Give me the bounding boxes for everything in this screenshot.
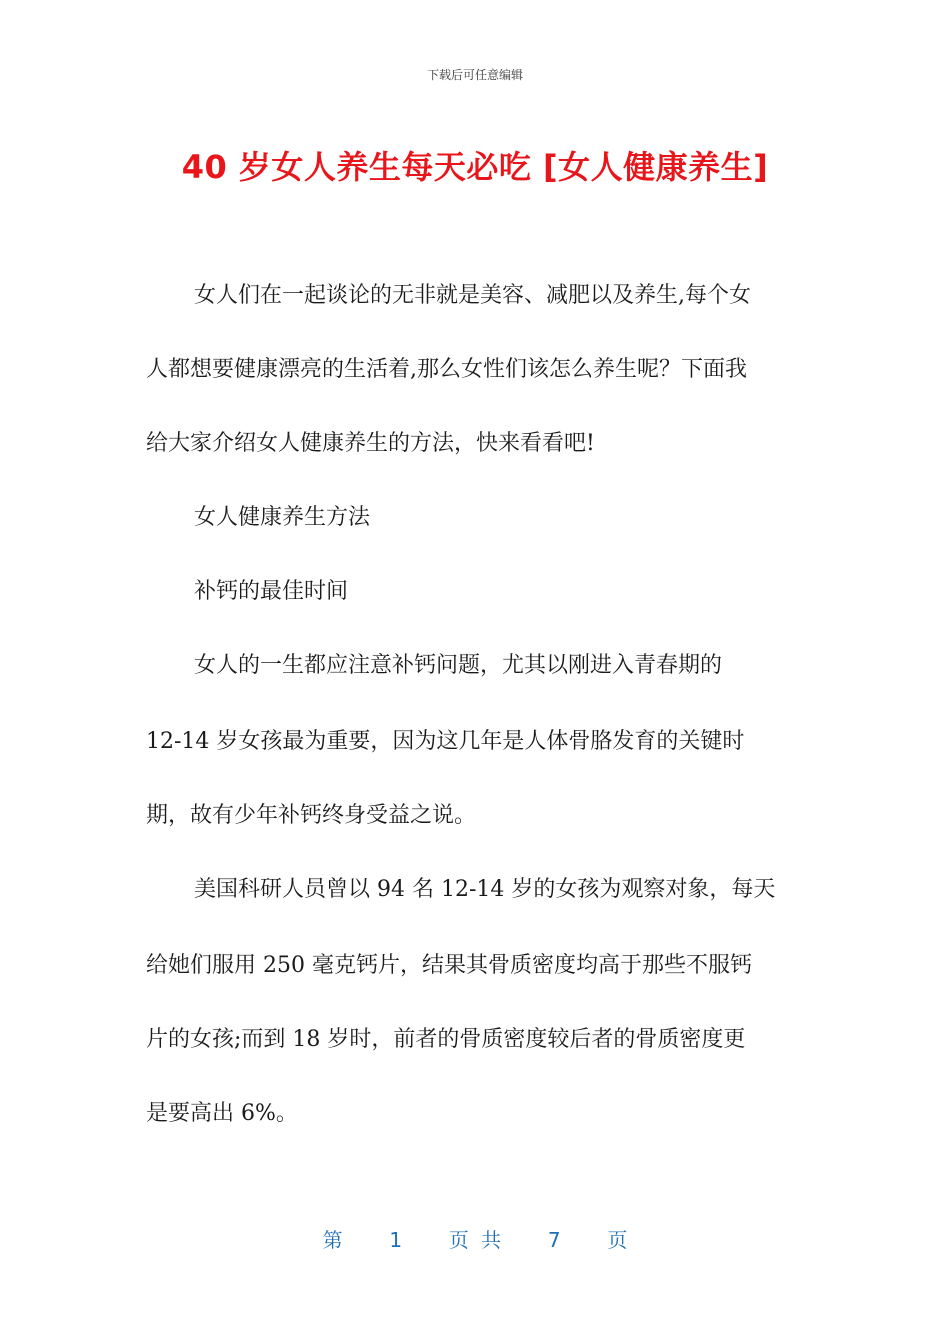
page-footer [0,1224,950,1253]
footer-suffix: 页 [607,1228,628,1252]
footer-total-pages: 7 [547,1228,561,1252]
footer-prefix: 第 [322,1228,343,1252]
paragraph-3-line-4: 是要高出 6%。 [146,1101,298,1126]
footer-page-number: 1 [389,1228,403,1252]
paragraph-2-line-2: 12-14 岁女孩最为重要，因为这几年是人体骨胳发育的关键时 [146,729,745,754]
paragraph-1-line-2: 人都想要健康漂亮的生活着,那么女性们该怎么养生呢？下面我 [146,357,747,382]
paragraph-2-line-1: 女人的一生都应注意补钙问题，尤其以刚进入青春期的 [194,653,723,678]
paragraph-1-line-1: 女人们在一起谈论的无非就是美容、减肥以及养生,每个女 [194,283,751,308]
subsection-heading: 补钙的最佳时间 [194,579,349,604]
section-heading: 女人健康养生方法 [194,505,371,530]
paragraph-1-line-3: 给大家介绍女人健康养生的方法，快来看看吧! [146,431,595,456]
paragraph-3-line-2: 给她们服用 250 毫克钙片，结果其骨质密度均高于那些不服钙 [146,953,752,978]
page-title: 40 岁女人养生每天必吃 [女人健康养生] [181,148,769,186]
paragraph-3-line-3: 片的女孩;而到 18 岁时，前者的骨质密度较后者的骨质密度更 [146,1027,746,1052]
header-note: 下载后可任意编辑 [426,68,523,82]
paragraph-3-line-1: 美国科研人员曾以 94 名 12-14 岁的女孩为观察对象，每天 [194,877,776,902]
paragraph-2-line-3: 期，故有少年补钙终身受益之说。 [146,803,477,828]
footer-mid: 页 共 [448,1228,502,1252]
